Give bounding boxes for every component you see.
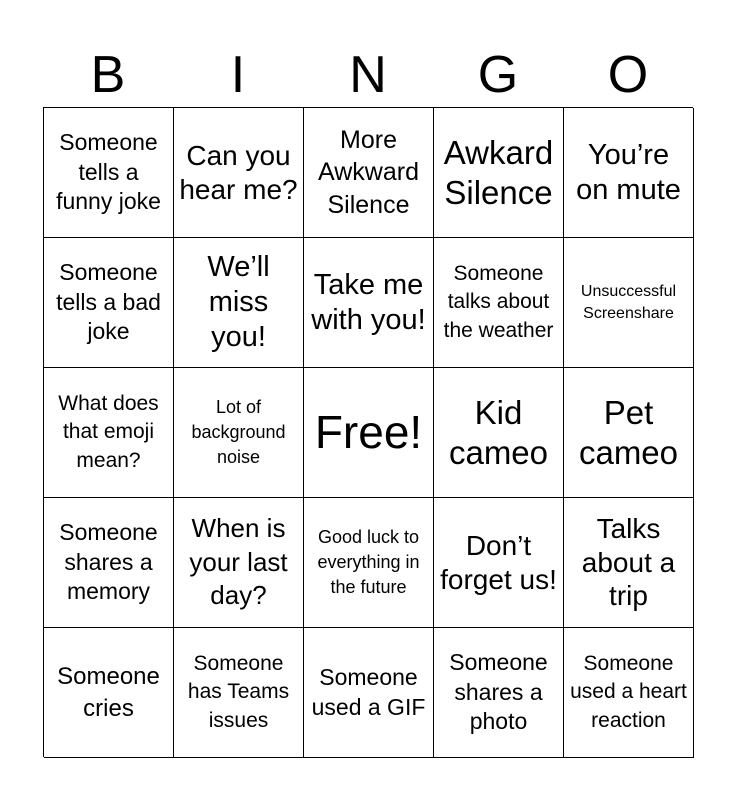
cell-text: Kid cameo (448, 393, 549, 471)
bingo-cell-r1c2[interactable] (174, 108, 304, 238)
cell-text: Awkard Silence (443, 133, 554, 211)
bingo-cell-r2c5[interactable] (564, 238, 694, 368)
bingo-card-grid (43, 107, 693, 757)
cell-text: We’ll miss you! (207, 251, 270, 353)
cell-text: What does that emoji mean? (58, 391, 159, 472)
cell-text: Good luck to everything in the future (317, 526, 420, 598)
cell-text: More Awkward Silence (318, 125, 419, 219)
bingo-cell-r5c5[interactable] (564, 628, 694, 758)
cell-text: You’re on mute (576, 138, 681, 206)
cell-text: Someone talks about the weather (443, 261, 554, 342)
bingo-cell-r2c2[interactable] (174, 238, 304, 368)
cell-text: Lot of background noise (191, 396, 286, 468)
header-letter-o: O (607, 46, 649, 104)
cell-text: When is your last day? (189, 512, 288, 611)
bingo-cell-r1c5[interactable] (564, 108, 694, 238)
bingo-cell-r2c3[interactable] (304, 238, 434, 368)
cell-text: Someone shares a memory (59, 518, 158, 605)
cell-text: Pet cameo (578, 393, 679, 471)
bingo-cell-r1c3[interactable] (304, 108, 434, 238)
bingo-cell-r4c2[interactable] (174, 498, 304, 628)
bingo-cell-r5c4[interactable] (434, 628, 564, 758)
cell-text: Unsuccessful Screenshare (580, 282, 677, 322)
free-space-text: Free! (314, 406, 423, 459)
cell-text: Can you hear me? (179, 139, 298, 205)
header-letter-n: N (349, 46, 387, 104)
bingo-cell-r3c1[interactable] (44, 368, 174, 498)
bingo-cell-free[interactable] (304, 368, 434, 498)
header-letter-g: G (477, 46, 519, 104)
cell-text: Someone tells a bad joke (56, 258, 161, 345)
bingo-cell-r5c2[interactable] (174, 628, 304, 758)
bingo-cell-r4c5[interactable] (564, 498, 694, 628)
cell-text: Talks about a trip (581, 513, 676, 612)
header-letter-i: I (230, 46, 246, 104)
cell-text: Someone cries (57, 663, 160, 722)
bingo-header (43, 44, 693, 106)
cell-text: Someone has Teams issues (187, 651, 290, 732)
bingo-cell-r4c1[interactable] (44, 498, 174, 628)
cell-text: Someone used a heart reaction (570, 651, 687, 732)
bingo-cell-r3c4[interactable] (434, 368, 564, 498)
bingo-cell-r3c2[interactable] (174, 368, 304, 498)
cell-text: Take me with you! (311, 268, 426, 336)
bingo-cell-r2c1[interactable] (44, 238, 174, 368)
cell-text: Don’t forget us! (440, 529, 557, 595)
header-letter-b: B (90, 46, 126, 104)
bingo-cell-r4c4[interactable] (434, 498, 564, 628)
bingo-cell-r2c4[interactable] (434, 238, 564, 368)
bingo-cell-r1c1[interactable] (44, 108, 174, 238)
bingo-cell-r4c3[interactable] (304, 498, 434, 628)
bingo-cell-r1c4[interactable] (434, 108, 564, 238)
cell-text: Someone used a GIF (311, 663, 426, 720)
bingo-cell-r5c3[interactable] (304, 628, 434, 758)
bingo-cell-r3c5[interactable] (564, 368, 694, 498)
cell-text: Someone shares a photo (449, 648, 548, 735)
cell-text: Someone tells a funny joke (56, 128, 161, 215)
bingo-cell-r5c1[interactable] (44, 628, 174, 758)
